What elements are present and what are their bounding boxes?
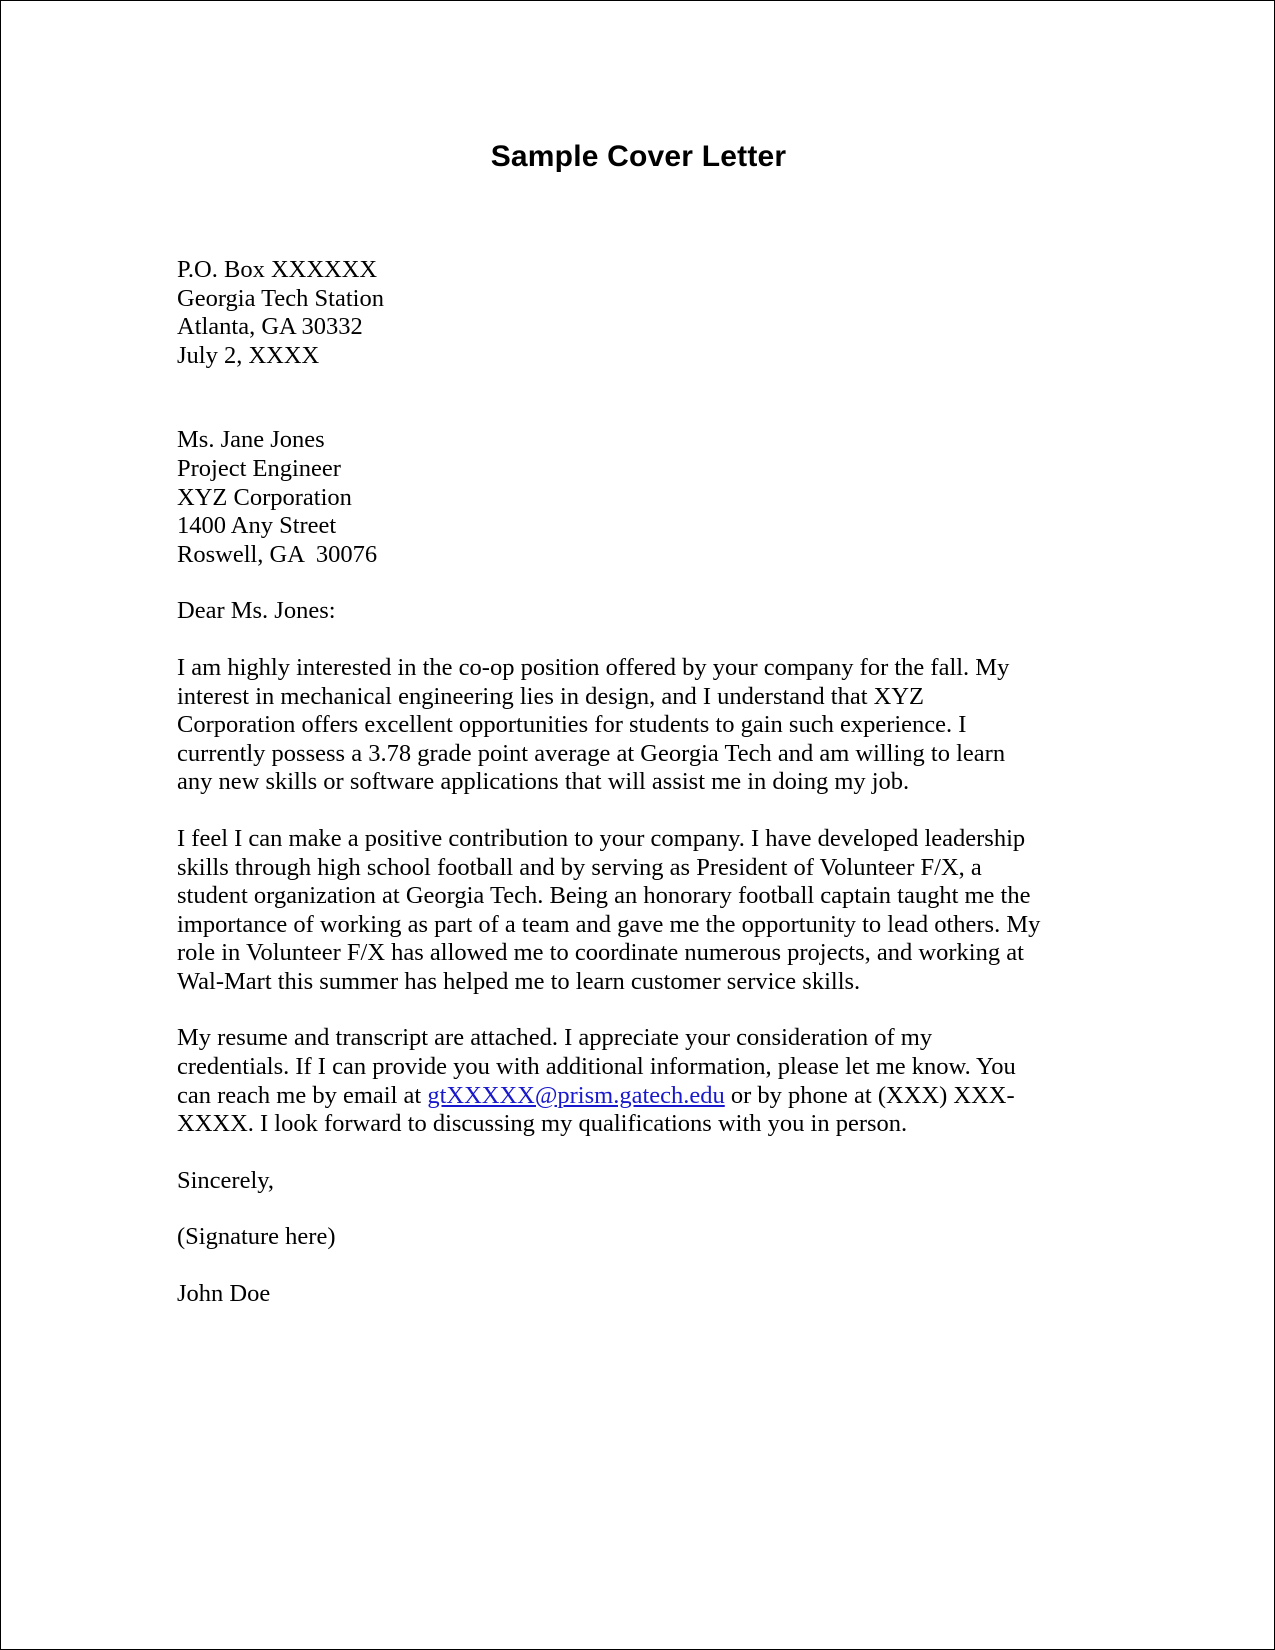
recipient-company: XYZ Corporation bbox=[177, 483, 352, 511]
salutation: Dear Ms. Jones: bbox=[177, 597, 336, 625]
sender-address-line: P.O. Box XXXXXX bbox=[177, 256, 378, 283]
sender-date-line: July 2, XXXX bbox=[177, 341, 320, 369]
body-paragraph-3 bbox=[177, 1024, 1042, 1138]
spacer bbox=[177, 1195, 1042, 1223]
letter-body bbox=[177, 256, 1042, 1309]
paragraph-3-text-before-link: My resume and transcript are attached. I appreciate your consideration of my credentials. If I can provide you with additional information, please let me know. You can reach me by email at bbox=[177, 1024, 1016, 1109]
recipient-title: Project Engineer bbox=[177, 454, 341, 482]
body-paragraph-1: I am highly interested in the co-op position offered by your company for the fall. My interest in mechanical engineering lies in design, and I understand that XYZ Corporation offers excellent opportunities for students to gain such experience. I currently possess a 3.78 grade point average at Georgia Tech and am willing to learn any new skills or software applications that will assist me in doing my job. bbox=[177, 653, 1010, 796]
closing: Sincerely, bbox=[177, 1166, 275, 1194]
sender-address-line: Atlanta, GA 30332 bbox=[177, 313, 363, 341]
sender-name: John Doe bbox=[177, 1280, 271, 1308]
spacer bbox=[177, 1139, 1042, 1167]
spacer bbox=[177, 370, 1042, 426]
recipient-name: Ms. Jane Jones bbox=[177, 426, 325, 454]
recipient-city-state-zip: Roswell, GA 30076 bbox=[177, 540, 378, 568]
spacer bbox=[177, 626, 1042, 654]
sender-address-line: Georgia Tech Station bbox=[177, 284, 384, 312]
page-title: Sample Cover Letter bbox=[490, 140, 787, 173]
sender-address-block bbox=[177, 256, 1042, 370]
spacer bbox=[177, 569, 1042, 597]
paragraph-3-text-after-link: or by phone at (XXX) XXX-XXXX. I look forward to discussing my qualifications with you in person. bbox=[177, 1081, 1015, 1138]
spacer bbox=[177, 1252, 1042, 1280]
spacer bbox=[177, 996, 1042, 1024]
email-link[interactable]: gtXXXXX@prism.gatech.edu bbox=[427, 1081, 725, 1109]
recipient-address-block bbox=[177, 426, 1042, 569]
recipient-street: 1400 Any Street bbox=[177, 512, 337, 540]
signature-placeholder: (Signature here) bbox=[177, 1223, 336, 1251]
spacer bbox=[177, 797, 1042, 825]
body-paragraph-2: I feel I can make a positive contribution to your company. I have developed leadership skills through high school football and by serving as President of Volunteer F/X, a student organization at Georgia Tech. Being an honorary football captain taught me the importance of working as part of a team and gave me the opportunity to lead others. My role in Volunteer F/X has allowed me to coordinate numerous projects, and working at Wal-Mart this summer has helped me to learn customer service skills. bbox=[177, 824, 1041, 995]
